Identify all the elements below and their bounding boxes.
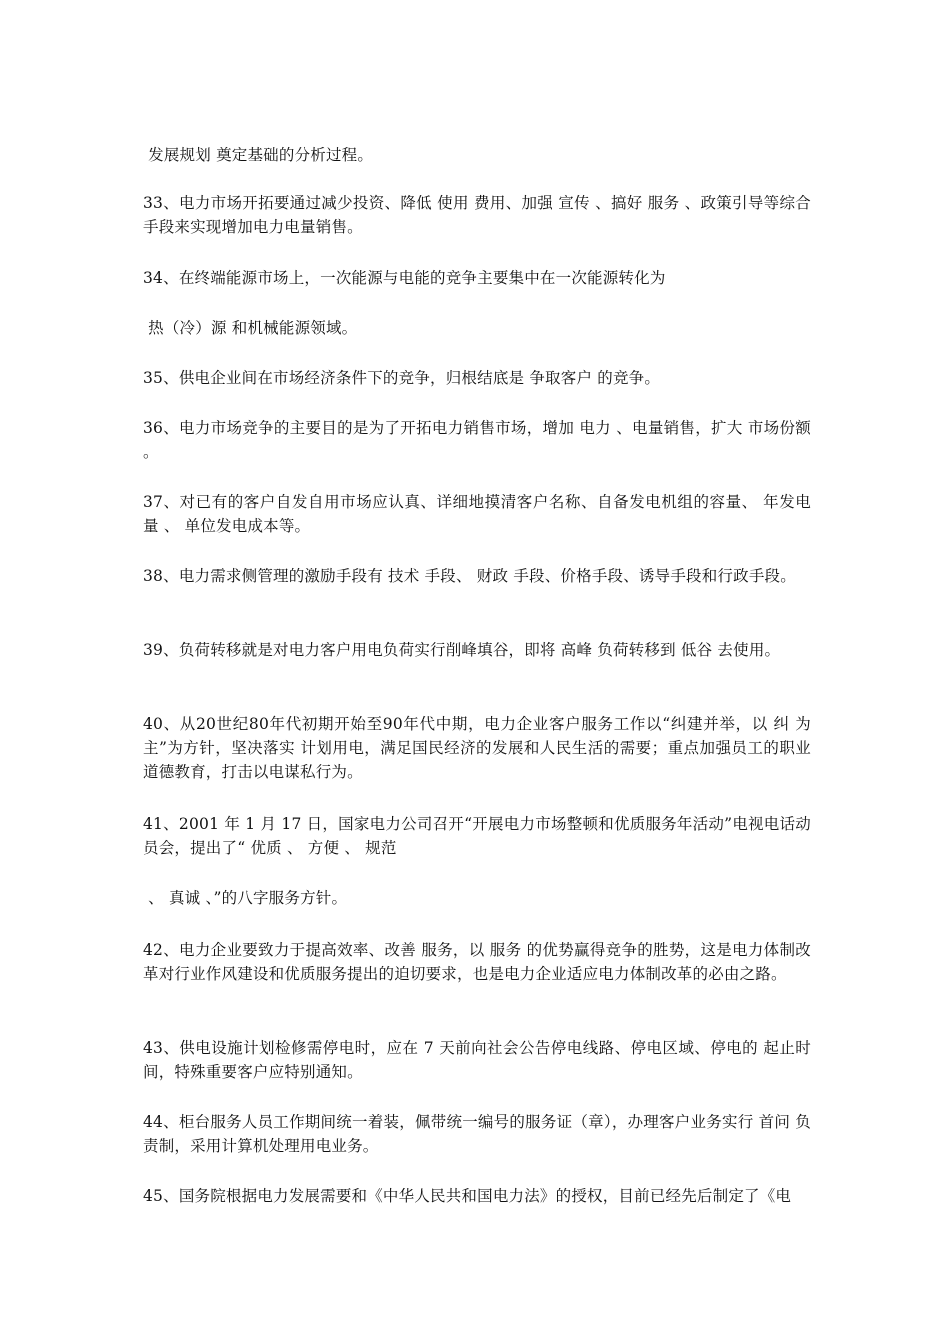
paragraph-35: 35、供电企业间在市场经济条件下的竞争，归根结底是 争取客户 的竞争。 [143, 369, 661, 387]
paragraph-45: 45、国务院根据电力发展需要和《中华人民共和国电力法》的授权，目前已经先后制定了《电 [143, 1187, 792, 1205]
paragraph-33: 33、电力市场开拓要通过减少投资、降低 使用 费用、加强 宣传 、搞好 服务 、政策引导等综合手段来实现增加电力电量销售。 [143, 194, 811, 236]
paragraph-32-continuation: 发展规划 奠定基础的分析过程。 [143, 146, 374, 164]
paragraph-38: 38、电力需求侧管理的激励手段有 技术 手段、 财政 手段、价格手段、诱导手段和行政手段。 [143, 567, 796, 585]
paragraph-36: 36、电力市场竞争的主要目的是为了开拓电力销售市场，增加 电力 、电量销售，扩大 市场份额 。 [143, 419, 817, 461]
paragraph-41-continuation: 、 真诚 、”的八字服务方针。 [143, 889, 348, 907]
paragraph-43: 43、供电设施计划检修需停电时，应在 7 天前向社会公告停电线路、停电区域、停电的 起止时间，特殊重要客户应特别通知。 [143, 1039, 811, 1081]
paragraph-40: 40、从20世纪80年代初期开始至90年代中期，电力企业客户服务工作以“纠建并举，以 纠 为主”为方针，坚决落实 计划用电，满足国民经济的发展和人民生活的需要；重点加强员工的职业道德教育，打击以电谋私行为。 [143, 715, 811, 781]
paragraph-37: 37、对已有的客户自发自用市场应认真、详细地摸清客户名称、自备发电机组的容量、 年发电量 、 单位发电成本等。 [143, 493, 811, 535]
paragraph-39: 39、负荷转移就是对电力客户用电负荷实行削峰填谷，即将 高峰 负荷转移到 低谷 去使用。 [143, 641, 781, 659]
paragraph-41: 41、2001 年 1 月 17 日，国家电力公司召开“开展电力市场整顿和优质服务年活动”电视电话动员会，提出了“ 优质 、 方便 、 规范 [143, 815, 811, 857]
paragraph-42: 42、电力企业要致力于提高效率、改善 服务，以 服务 的优势赢得竞争的胜势，这是电力体制改革对行业作风建设和优质服务提出的迫切要求，也是电力企业适应电力体制改革的必由之路。 [143, 941, 811, 983]
paragraph-34: 34、在终端能源市场上，一次能源与电能的竞争主要集中在一次能源转化为 [143, 269, 666, 287]
paragraph-34-continuation: 热（冷）源 和机械能源领域。 [143, 319, 358, 337]
paragraph-44: 44、柜台服务人员工作期间统一着装，佩带统一编号的服务证（章），办理客户业务实行 首问 负责制，采用计算机处理用电业务。 [143, 1113, 811, 1155]
